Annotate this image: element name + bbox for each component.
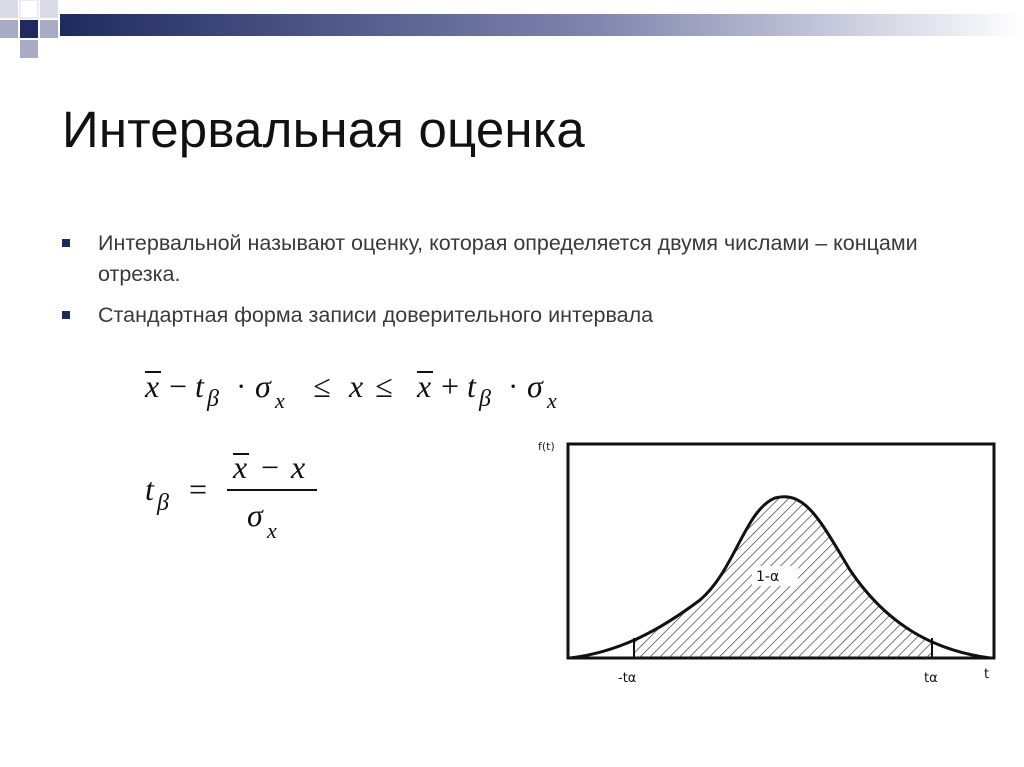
formula-symbol: t (467, 368, 476, 404)
formula-symbol: x (267, 518, 277, 543)
bullet-text: Стандартная форма записи доверительного интервала (98, 303, 654, 327)
header-gradient-bar (60, 14, 1024, 36)
deco-square (0, 20, 18, 38)
distribution-graph (530, 430, 1010, 700)
bullet-square-icon (62, 311, 70, 319)
formula-symbol: σ (255, 368, 271, 404)
deco-square (40, 20, 58, 38)
formula-symbol: − (259, 449, 281, 485)
formula-symbol: β (479, 386, 491, 412)
deco-square (20, 20, 38, 38)
slide-title: Интервальная оценка (62, 101, 585, 158)
formula-symbol: · (509, 370, 517, 403)
formula-symbol: x (547, 388, 557, 413)
formula-symbol: x (417, 368, 432, 404)
formula-symbol: ≤ (375, 368, 393, 404)
deco-square (20, 0, 38, 18)
end-tick-label: t (984, 667, 990, 682)
formula-t-beta (135, 440, 355, 550)
formula-symbol: x (233, 449, 248, 485)
formula-symbol: + (439, 368, 461, 404)
left-tick-label: -tα (618, 671, 637, 686)
y-axis-label: f(t) (538, 440, 555, 453)
right-tick-label: tα (924, 671, 938, 686)
deco-square (40, 0, 58, 18)
formula-symbol: x (145, 368, 160, 404)
formula-symbol: · (237, 370, 245, 403)
bullet-list (62, 228, 982, 341)
formula-symbol: t (195, 368, 204, 404)
formula-symbol: x (275, 388, 285, 413)
formula-symbol: ≤ (313, 368, 331, 404)
bullet-item (62, 228, 982, 290)
formula-symbol: t (145, 471, 154, 507)
bullet-square-icon (62, 239, 70, 247)
bullet-item (62, 300, 982, 331)
formula-symbol: σ (527, 368, 543, 404)
formula-symbol: σ (247, 497, 263, 533)
formula-symbol: β (207, 386, 219, 412)
area-label: 1-α (756, 569, 780, 585)
formula-interval (135, 360, 615, 420)
bullet-text: Интервальной называют оценку, которая определяется двумя числами – концами отрезка. (98, 231, 918, 286)
deco-square (20, 40, 38, 58)
formula-symbol: β (157, 490, 169, 516)
header-decoration (0, 0, 1024, 60)
formula-symbol: − (167, 368, 189, 404)
formula-symbol: x (291, 449, 306, 485)
deco-square (0, 0, 18, 18)
formula-symbol: x (349, 368, 364, 404)
formula-symbol: = (187, 471, 209, 507)
